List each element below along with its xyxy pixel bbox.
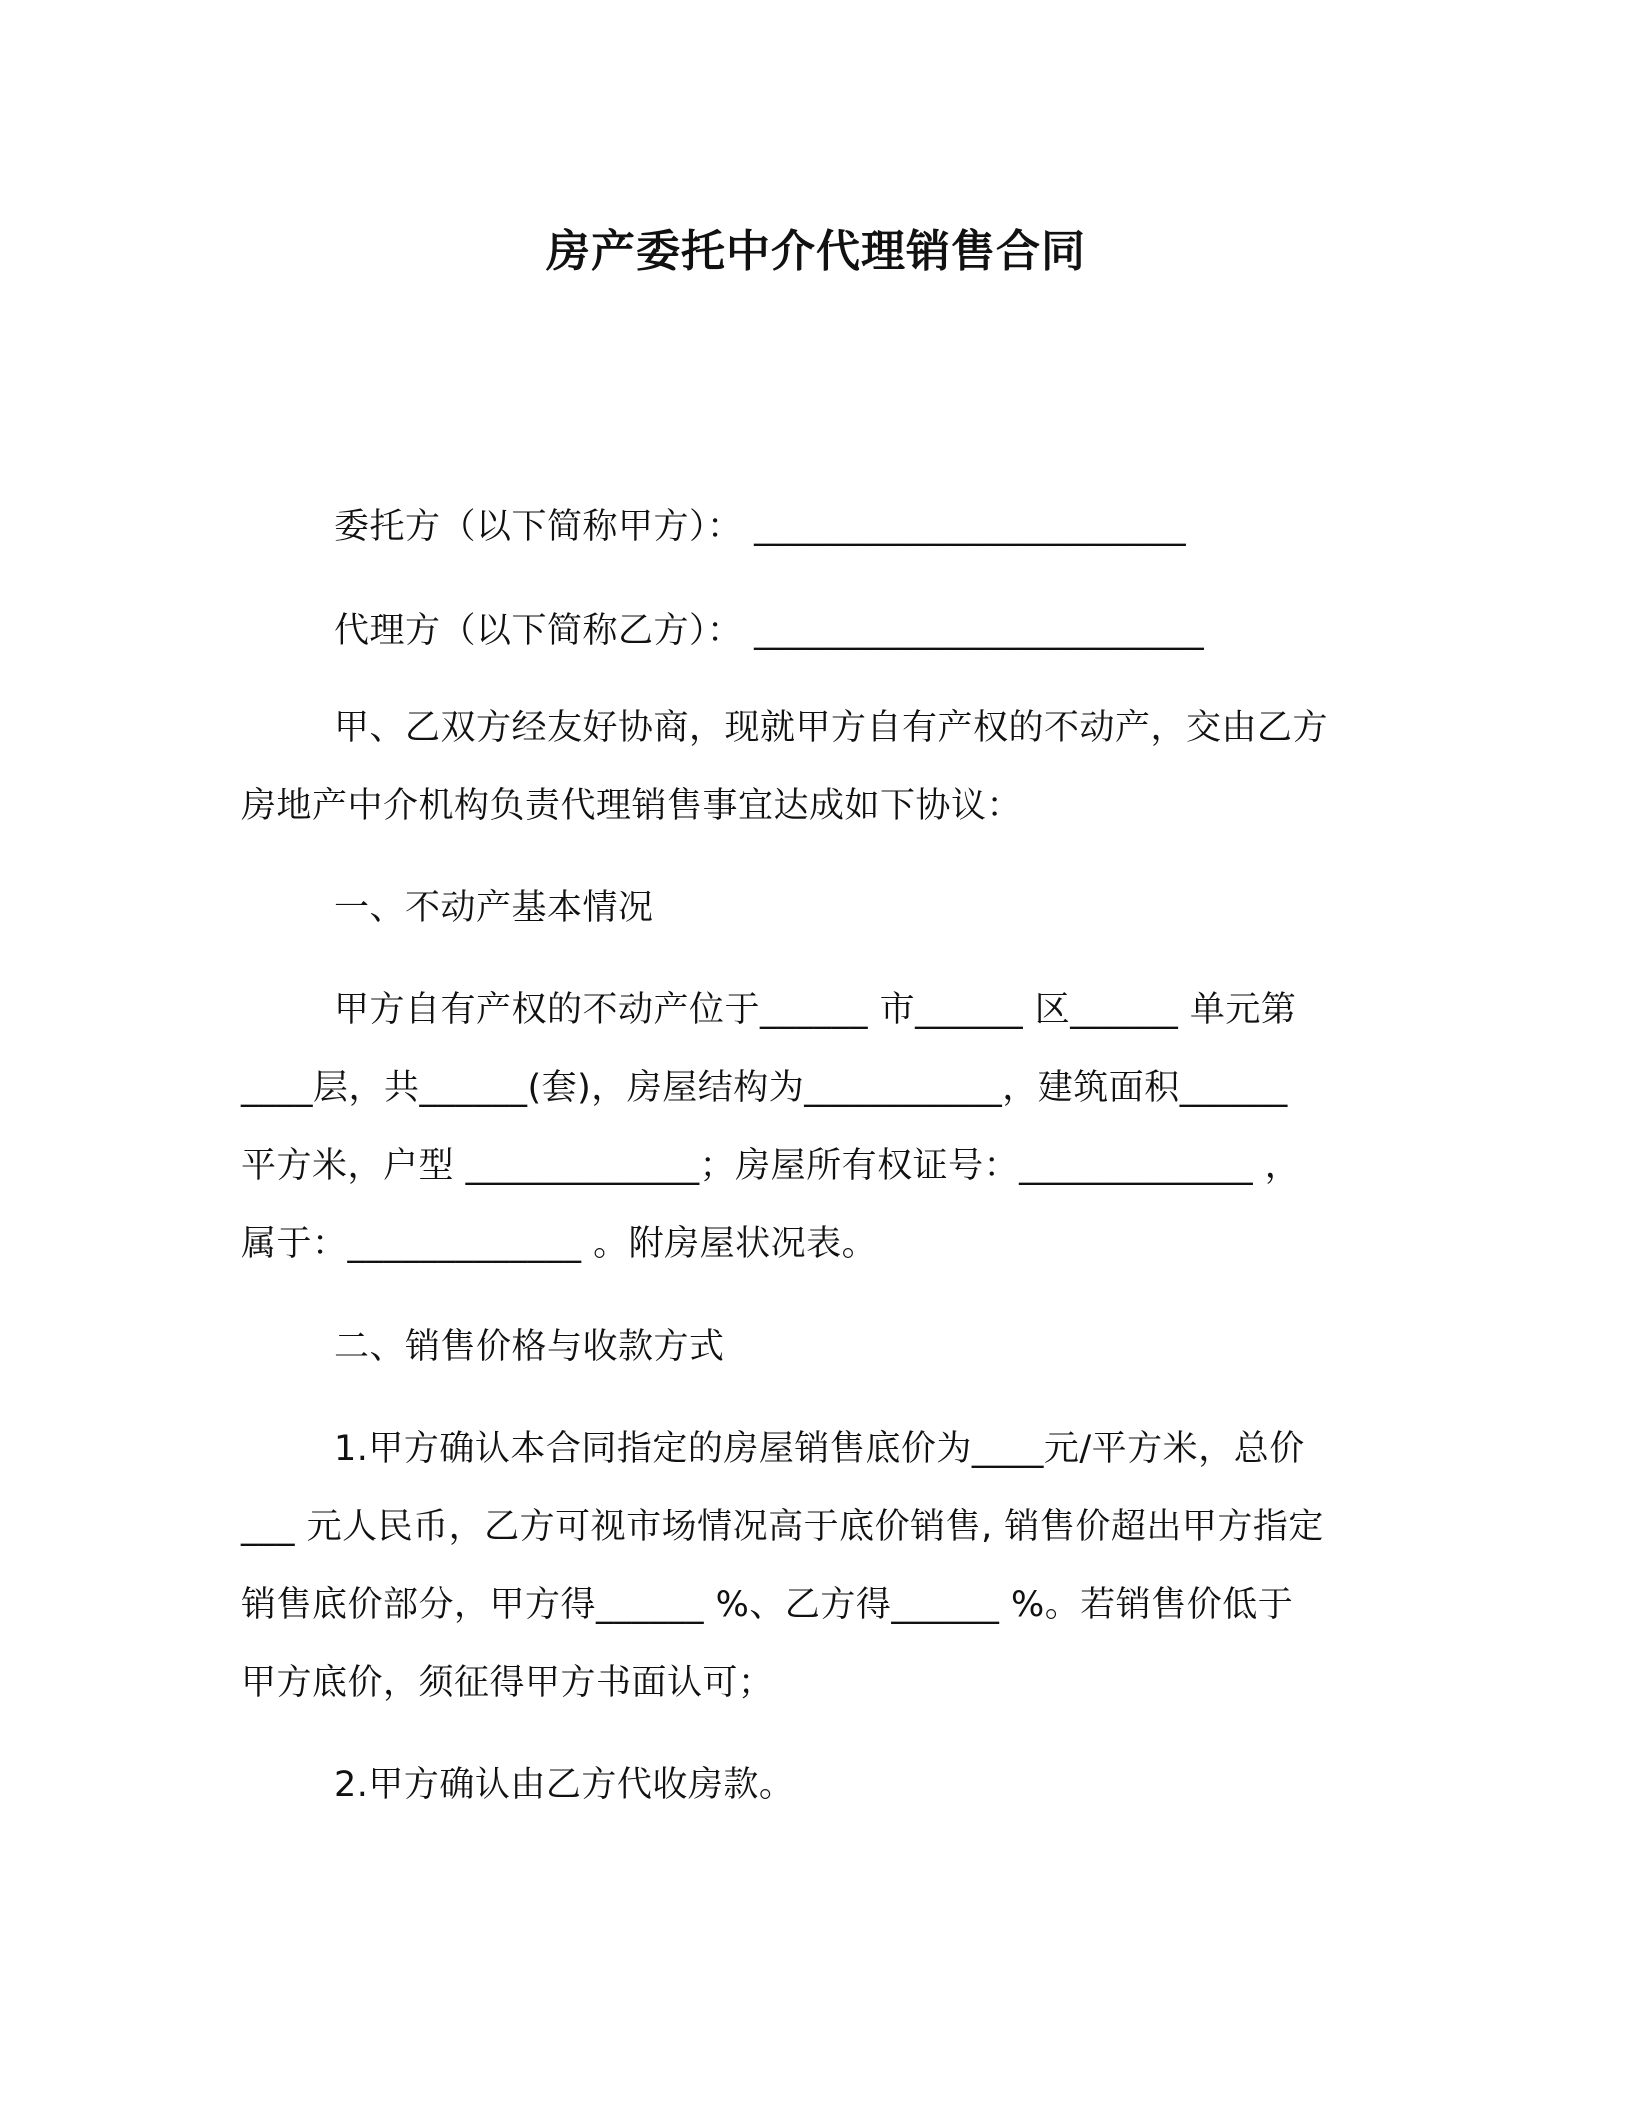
section-1-line-4: 属于：_____________ 。附房屋状况表。	[241, 1224, 878, 1264]
clause-1-line-1: 1.甲方确认本合同指定的房屋销售底价为____元/平方米，总价	[334, 1429, 1305, 1469]
page-title: 房产委托中介代理销售合同	[546, 226, 1086, 277]
clause-1-line-4: 甲方底价，须征得甲方书面认可；	[241, 1663, 774, 1703]
section-1-line-1: 甲方自有产权的不动产位于______ 市______ 区______ 单元第	[334, 990, 1297, 1030]
preamble-line-1: 甲、乙双方经友好协商，现就甲方自有产权的不动产，交由乙方	[334, 708, 1329, 748]
section-1-line-2: ____层，共______(套)，房屋结构为___________，建筑面积______	[241, 1068, 1288, 1108]
party-b-line: 代理方（以下简称乙方）： _________________________	[334, 611, 1205, 651]
clause-1-line-2: ___ 元人民币，乙方可视市场情况高于底价销售, 销售价超出甲方指定	[241, 1507, 1324, 1547]
clause-1-line-3: 销售底价部分，甲方得______ %、乙方得______ %。若销售价低于	[241, 1585, 1294, 1625]
section-1-heading: 一、不动产基本情况	[334, 888, 654, 928]
preamble-line-2: 房地产中介机构负责代理销售事宜达成如下协议：	[241, 786, 1023, 826]
section-1-line-3: 平方米，户型 _____________；房屋所有权证号：_____________ ，	[241, 1146, 1301, 1186]
clause-2-line: 2.甲方确认由乙方代收房款。	[334, 1765, 795, 1805]
section-2-heading: 二、销售价格与收款方式	[334, 1327, 725, 1367]
party-a-line: 委托方（以下简称甲方）： ________________________	[334, 507, 1187, 547]
